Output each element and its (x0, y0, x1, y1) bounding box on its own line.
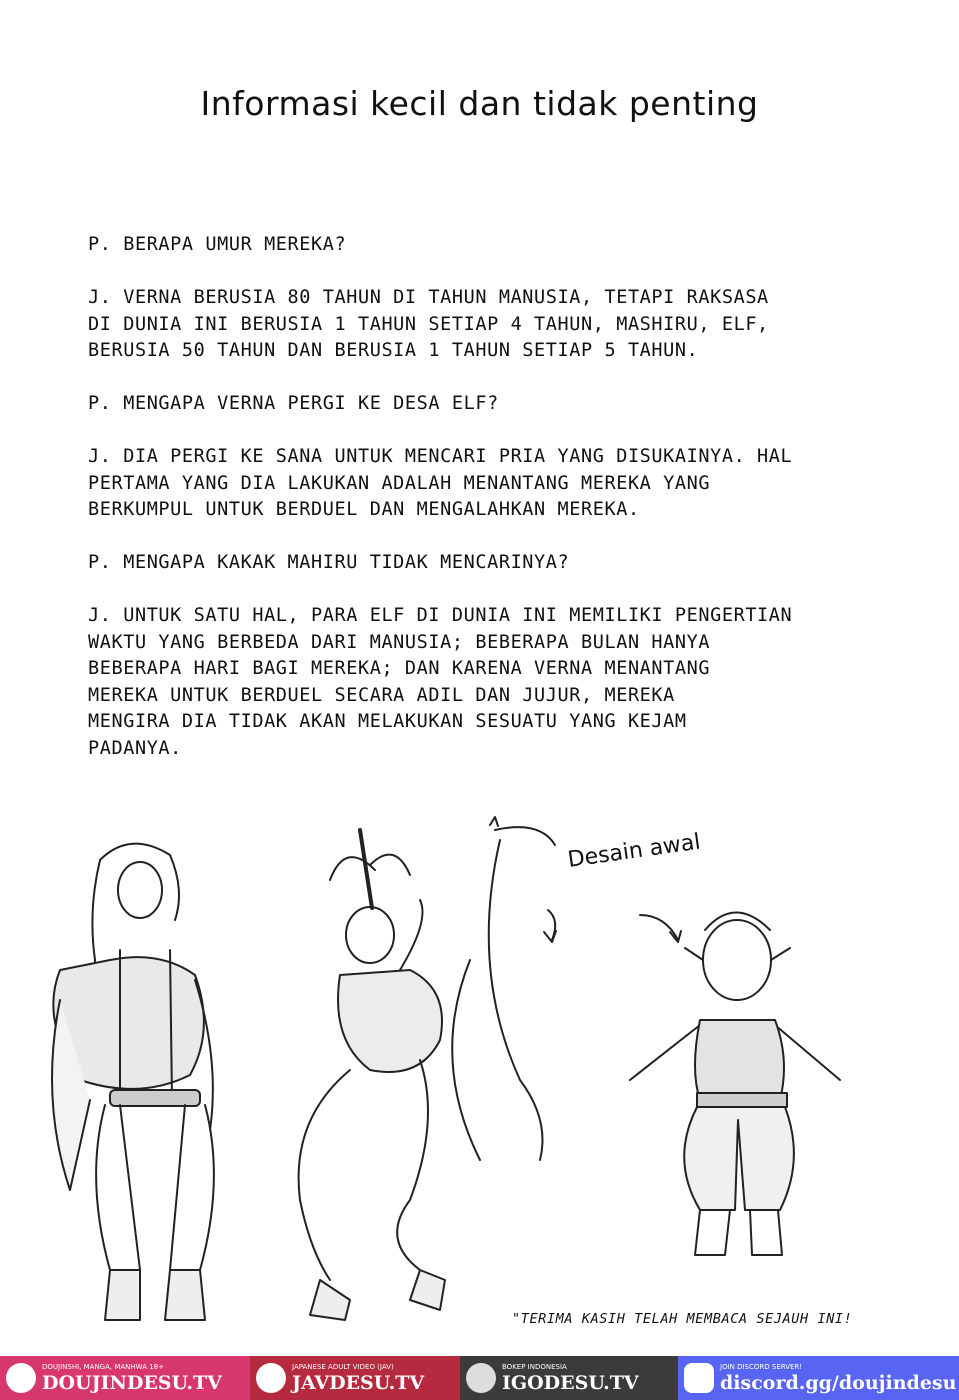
text-line: PADANYA. (88, 737, 182, 759)
footer-ad-bar (0, 1356, 959, 1400)
text-line: BERUSIA 50 TAHUN DAN BERUSIA 1 TAHUN SETIAP 5 TAHUN. (88, 340, 699, 361)
text-line: J. DIA PERGI KE SANA UNTUK MENCARI PRIA YANG DISUKAINYA. HAL (88, 446, 793, 467)
ad-domain: discord.gg/doujindesu (720, 1371, 957, 1394)
thanks-note: "TERIMA KASIH TELAH MEMBACA SEJAUH INI! (512, 1311, 853, 1327)
text-line: BEBERAPA HARI BAGI MEREKA; DAN KARENA VERNA MENANTANG (88, 658, 711, 679)
text-line: P. BERAPA UMUR MEREKA? (88, 234, 347, 255)
discord-icon (684, 1363, 714, 1393)
arrow-doodle (495, 827, 555, 845)
panda-logo-icon (256, 1363, 286, 1393)
ad-tagline: DOUJINSHI, MANGA, MANHWA 18+ (42, 1362, 164, 1371)
text-line: J. UNTUK SATU HAL, PARA ELF DI DUNIA INI MEMILIKI PENGERTIAN (88, 605, 793, 626)
panda-logo-icon (466, 1363, 496, 1393)
ad-tagline: BOKEP INDONESIA (502, 1362, 567, 1371)
character-sketches (0, 800, 959, 1340)
answer-elf-village (88, 444, 878, 524)
ad-discord[interactable] (678, 1356, 959, 1400)
ad-domain: JAVDESU.TV (292, 1371, 425, 1394)
ad-domain: IGODESU.TV (502, 1371, 639, 1394)
answer-brother (88, 603, 878, 762)
text-line: MEREKA UNTUK BERDUEL SECARA ADIL DAN JUJUR, MEREKA (88, 684, 675, 706)
qa-section (88, 232, 878, 789)
ad-tagline: JOIN DISCORD SERVER! (720, 1362, 803, 1371)
sketch-jumping-warrior (299, 830, 543, 1320)
ad-javdesu[interactable] (250, 1356, 460, 1400)
answer-age (88, 285, 878, 365)
early-design-caption: Desain awal (566, 829, 702, 873)
question-brother (88, 550, 878, 577)
ad-domain: DOUJINDESU.TV (42, 1371, 222, 1394)
text-line: P. MENGAPA KAKAK MAHIRU TIDAK MENCARINYA? (88, 552, 570, 573)
page-title: Informasi kecil dan tidak penting (200, 84, 759, 123)
panda-logo-icon (6, 1363, 36, 1393)
sketch-elf-boy (630, 913, 840, 1256)
text-line: MENGIRA DIA TIDAK AKAN MELAKUKAN SESUATU YANG KEJAM (88, 711, 687, 732)
ad-igodesu[interactable] (460, 1356, 678, 1400)
text-line: J. VERNA BERUSIA 80 TAHUN DI TAHUN MANUSIA, TETAPI RAKSASA (88, 287, 769, 308)
question-age (88, 232, 878, 259)
text-line: BERKUMPUL UNTUK BERDUEL DAN MENGALAHKAN MEREKA. (88, 499, 640, 520)
sketch-warrior-woman (52, 844, 214, 1320)
text-line: WAKTU YANG BERBEDA DARI MANUSIA; BEBERAPA BULAN HANYA (88, 631, 711, 653)
text-line: DI DUNIA INI BERUSIA 1 TAHUN SETIAP 4 TAHUN, MASHIRU, ELF, (88, 313, 769, 335)
text-line: PERTAMA YANG DIA LAKUKAN ADALAH MENANTANG MEREKA YANG (88, 472, 711, 494)
ad-doujindesu[interactable] (0, 1356, 250, 1400)
ad-tagline: JAPANESE ADULT VIDEO (JAV) (292, 1362, 394, 1371)
question-elf-village (88, 391, 878, 418)
text-line: P. MENGAPA VERNA PERGI KE DESA ELF? (88, 393, 499, 414)
